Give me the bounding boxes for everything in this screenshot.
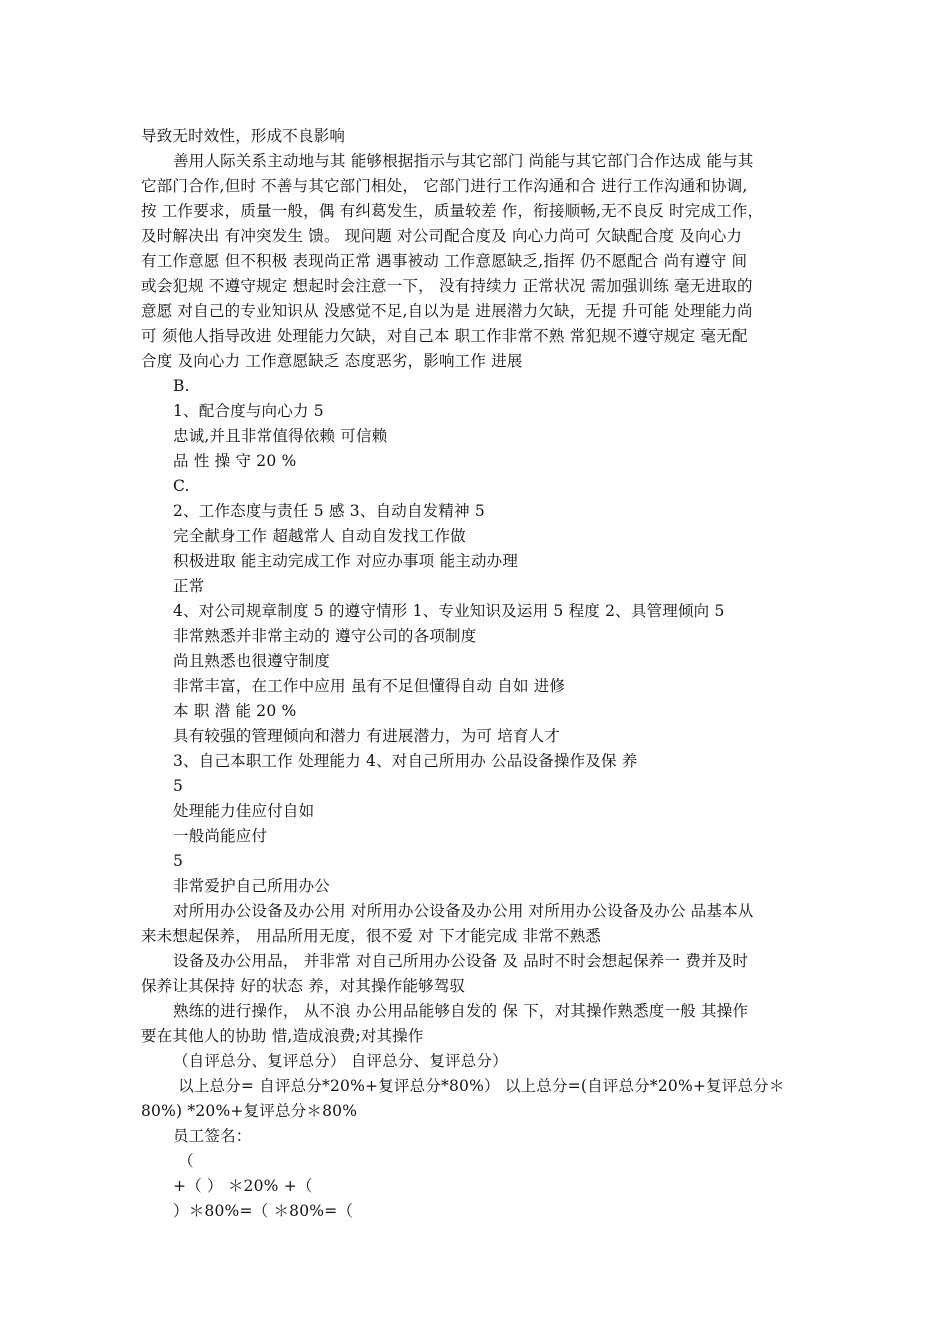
text-line: 善用人际关系主动地与其 能够根据指示与其它部门 尚能与其它部门合作达成 能与其 [173,152,754,170]
text-line: 按 工作要求，质量一般，偶 有纠葛发生，质量较差 作，衔接顺畅,无不良反 时完成工作， [141,202,764,220]
text-line: （ [173,1152,194,1170]
text-line: B. [173,377,190,395]
text-line: 尚且熟悉也很遵守制度 [173,652,331,670]
signature-label: 员工签名： [173,1127,252,1145]
text-line: 品 性 操 守 20 % [173,452,297,470]
text-line: 导致无时效性，形成不良影响 [141,127,346,145]
text-line: 非常丰富，在工作中应用 虽有不足但懂得自动 自如 进修 [173,677,566,695]
text-line: 2、工作态度与责任 5 感 3、自动自发精神 5 [173,502,485,520]
text-line: 熟练的进行操作， 从不浪 办公用品能够自发的 保 下，对其操作熟悉度一般 其操作 [173,1002,749,1020]
text-line: 80%) *20%+复评总分＊80% [141,1102,358,1120]
text-line: 可 须他人指导改进 处理能力欠缺，对自己本 职工作非常不熟 常犯规不遵守规定 毫无配 [141,327,748,345]
text-line: （自评总分、复评总分） 自评总分、复评总分） [173,1052,508,1070]
text-line: 1、配合度与向心力 5 [173,402,324,420]
text-line: 合度 及向心力 工作意愿缺乏 态度恶劣，影响工作 进展 [141,352,523,370]
text-line: 设备及办公用品， 并非常 对自己所用办公设备 及 品时不时会想起保养一 费并及时 [173,952,749,970]
text-line: 对所用办公设备及办公用 对所用办公设备及办公用 对所用办公设备及办公 品基本从 [173,902,754,920]
text-line: 及时解决出 有冲突发生 馈。 现问题 对公司配合度及 向心力尚可 欠缺配合度 及向心力 [141,227,743,245]
text-line: 具有较强的管理倾向和潜力 有进展潜力，为可 培育人才 [173,727,561,745]
text-line: 有工作意愿 但不积极 表现尚正常 遇事被动 工作意愿缺乏,指挥 仍不愿配合 尚有遵守 间 [141,252,748,270]
text-line: 完全献身工作 超越常人 自动自发找工作做 [173,527,466,545]
document-body [141,124,821,1224]
text-line: +（ ） ＊20% +（ [173,1177,313,1195]
text-line: 处理能力佳应付自如 [173,802,315,820]
text-line: 它部门合作,但时 不善与其它部门相处， 它部门进行工作沟通和合 进行工作沟通和协调, [141,177,748,195]
text-line: 忠诚,并且非常值得依赖 可信赖 [173,427,388,445]
text-line: 来未想起保养， 用品所用无度，很不爱 对 下才能完成 非常不熟悉 [141,927,602,945]
text-line: 或会犯规 不遵守规定 想起时会注意一下， 没有持续力 正常状况 需加强训练 毫无进取的 [141,277,753,295]
text-line: 正常 [173,577,205,595]
text-line: 要在其他人的协助 惜,造成浪费;对其操作 [141,1027,424,1045]
text-line: 积极进取 能主动完成工作 对应办事项 能主动办理 [173,552,519,570]
text-line: 非常熟悉并非常主动的 遵守公司的各项制度 [173,627,477,645]
text-line: 意愿 对自己的专业知识从 没感觉不足,自以为是 进展潜力欠缺，无提 升可能 处理能力尚 [141,302,753,320]
text-line: 4、对公司规章制度 5 的遵守情形 1、专业知识及运用 5 程度 2、具管理倾向 5 [173,602,725,620]
text-line: ）＊80%=（ ＊80%=（ [173,1202,354,1220]
text-line: 一般尚能应付 [173,827,268,845]
text-line: 5 [173,852,184,870]
text-line: 3、自己本职工作 处理能力 4、对自己所用办 公品设备操作及保 养 [173,752,638,770]
text-line: 保养让其保持 好的状态 养，对其操作能够驾驭 [141,977,466,995]
text-line: 5 [173,777,184,795]
text-line: 非常爱护自己所用办公 [173,877,331,895]
text-line: 本 职 潜 能 20 % [173,702,297,720]
text-line: C. [173,477,190,495]
text-line: 以上总分= 自评总分*20%+复评总分*80%） 以上总分=(自评总分*20%+复评总分＊ [173,1077,785,1095]
